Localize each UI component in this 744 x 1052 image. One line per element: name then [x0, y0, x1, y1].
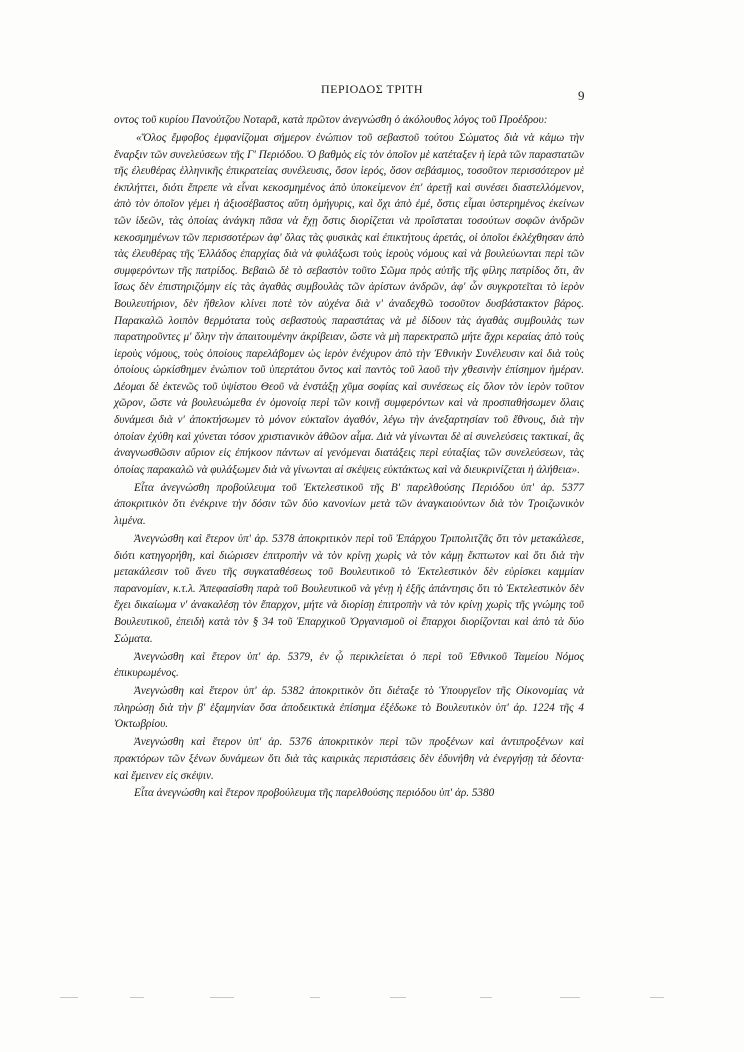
- paragraph-5380: Εἶτα ἀνεγνώσθη καὶ ἕτερον προβούλευμα τῆς παρελθούσης περιόδου ὑπ' ἀρ. 5380: [134, 787, 495, 800]
- paragraph-president-speech: «Ὅλος ἔμφοβος ἐμφανίζομαι σήμερον ἐνώπιον τοῦ σεβαστοῦ τούτου Σώματος διὰ νὰ κάμω τὴν ἔναρξιν τῶν συνελεύσεων τῆς Γ' Περιόδου. Ὁ βαθμὸς εἰς τὸν ὁποῖον μὲ κατέταξεν ἡ ἱερὰ τῶν παραστατῶν τῆς ἐλευθέρας ἑλληνικῆς ἐπικρατείας συνέλευσις, ὅσον ἱερός, ὅσον σεβάσμιος, τοσοῦτον περισσότερον μὲ ἐκπλήττει, διότι ἔπρεπε νὰ εἶναι κεκοσμημένος ἀπὸ ὑποκείμενον ἐπ' ἀρετῇ καὶ συνέσει διαστελλόμενον, ἀπὸ τὸν ὁποῖον γέμει ἡ ἀξιοσέβαστος αὕτη ὁμήγυρις, καὶ ὄχι ἀπὸ ἐμέ, ὅστις εἶμαι ὑστερημένος ἐκείνων τῶν ἰδεῶν, τὰς ὁποίας ἀνάγκη πᾶσα νὰ ἔχῃ ὅστις διορίζεται νὰ προΐσταται τοσούτων σοφῶν ἀνδρῶν κεκοσμημένων τῶν περισσοτέρων ἀφ' ὅλας τὰς φυσικὰς καὶ ἐπικτήτους ἀρετάς, οἱ ὁποῖοι ἐκλέχθησαν ἀπὸ τὰς ἐλευθέρας τῆς Ἑλλάδος ἐπαρχίας διὰ νὰ φυλάξωσι τοὺς ἱεροὺς νόμους καὶ νὰ βουλεύωνται περὶ τῶν συμφερόντων τῆς πατρίδος. Βεβαιῶ δὲ τὸ σεβαστὸν τοῦτο Σῶμα πρὸς αὐτῆς τῆς φίλης πατρίδος ὅτι, ἂν ἴσως δὲν ἐπιστηριζόμην εἰς τὰς ἀγαθὰς συμβουλὰς τῶν ἀρίστων ἀνδρῶν, ἀφ' ὧν συγκροτεῖται τὸ ἱερὸν Βουλευτήριον, δὲν ἤθελον κλίνει ποτὲ τὸν αὐχένα διὰ ν' ἀναδεχθῶ τοσοῦτον δυσβάστακτον βάρος. Παρακαλῶ λοιπὸν θερμότατα τοὺς σεβαστοὺς παραστάτας νὰ μὲ δίδουν τὰς ἀγαθὰς συμβουλὰς των παρατηροῦντες μ' ὅλην τὴν ἀπαιτουμένην ἀκρίβειαν, ὥστε νὰ μὴ παρεκτραπῶ μήτε ἄχρι κεραίας ἀπὸ τοὺς ἱεροὺς νόμους, τοὺς ὁποίους παρελάβομεν ὡς ἱερὸν ἐνέχυρον ἀπὸ τὴν Ἐθνικὴν Συνέλευσιν καὶ διὰ τοὺς ὁποίους ὡρκίσθημεν ἐνώπιον τοῦ ὑπερτάτου ὄντος καὶ παντὸς τοῦ λαοῦ τὴν χθεσινὴν ἐπίσημον ἡμέραν. Δέομαι δὲ ἐκτενῶς τοῦ ὑψίστου Θεοῦ νὰ ἐνστάξῃ χῦμα σοφίας καὶ συνέσεως εἰς ὅλον τὸν ἱερὸν τοῦτον χῶρον, ὥστε νὰ βουλευώμεθα ἐν ὁμονοίᾳ περὶ τῶν κοινῇ συμφερόντων καὶ νὰ προσπαθήσωμεν ὅλαις δυνάμεσι διὰ ν' ἀποκτήσωμεν τὸ μόνον εὐκταῖον ἀγαθόν, λέγω τὴν ἀνεξαρτησίαν τοῦ ἔθνους, διὰ τὴν ὁποίαν ἐχύθη καὶ χύνεται τόσον χριστιανικὸν ἀθῶον αἷμα. Διὰ νὰ γίνωνται δὲ αἱ συνελεύσεις τακτικαί, ἂς ἀναγνωσθῶσιν αὔριον εἰς ἐπήκοον πάντων αἱ γενόμεναι διατάξεις περὶ εὐταξίας τῶν συνελεύσεων, τὰς ὁποίας παρακαλῶ νὰ φυλάξωμεν διὰ νὰ γίνωνται αἱ σκέψεις εὐκτάκτως καὶ νὰ διευκρινίζεται ἡ ἀλήθεια».: [114, 131, 584, 476]
- body-text: [114, 112, 584, 803]
- paragraph-continuation: οντος τοῦ κυρίου Πανούτζου Νοταρᾶ, κατὰ πρῶτον ἀνεγνώσθη ὁ ἀκόλουθος λόγος τοῦ Προέδρου:: [114, 114, 548, 126]
- page-number: 9: [578, 88, 585, 103]
- paragraph-5377: Εἶτα ἀνεγνώσθη προβούλευμα τοῦ Ἐκτελεστικοῦ τῆς Β' παρελθούσης Περιόδου ὑπ' ἀρ. 5377 ἀποκριτικὸν ὅτι ἐνέκρινε τὴν δόσιν τῶν δύο κανονίων μετὰ τῶν ἀναγκαιούντων διὰ τὸν Τροιζωνικὸν λιμένα.: [114, 481, 584, 528]
- scan-edge-marks: [60, 997, 680, 1001]
- running-head: ΠΕΡΙΟΔΟΣ ΤΡΙΤΗ: [321, 82, 423, 96]
- paragraph-5379: Ἀνεγνώσθη καὶ ἕτερον ὑπ' ἀρ. 5379, ἐν ᾧ περικλείεται ὁ περὶ τοῦ Ἐθνικοῦ Ταμείου Νόμος ἐπικυρωμένος.: [114, 650, 584, 680]
- paragraph-5376: Ἀνεγνώσθη καὶ ἕτερον ὑπ' ἀρ. 5376 ἀποκριτικὸν περὶ τῶν προξένων καὶ ἀντιπροξένων καὶ πρακτόρων τῶν ξένων δυνάμεων ὅτι διὰ τὰς καιρικὰς περιστάσεις δὲν ἐδυνήθη νὰ ἐνεργήσῃ τὰ δέοντα· καὶ ἔμεινεν εἰς σκέψιν.: [114, 736, 584, 782]
- paragraph-5382: Ἀνεγνώσθη καὶ ἕτερον ὑπ' ἀρ. 5382 ἀποκριτικὸν ὅτι διέταξε τὸ Ὑπουργεῖον τῆς Οἰκονομίας νὰ πληρώσῃ διὰ τὴν β' ἑξαμηνίαν ὅσα ἀποδεικτικὰ ἐπίσημα ἐξέδωκε τὸ Βουλευτικὸν ὑπ' ἀρ. 1224 τῆς 4 Ὀκτωβρίου.: [114, 685, 584, 731]
- paragraph-5378: Ἀνεγνώσθη καὶ ἕτερον ὑπ' ἀρ. 5378 ἀποκριτικὸν περὶ τοῦ Ἐπάρχου Τριπολιτζᾶς ὅτι τὸν μετακάλεσε, διότι κατηγορήθη, καὶ διώρισεν ἐπιτροπὴν νὰ τὸν κρίνῃ χωρὶς νὰ τὸν κάμῃ ἔκπτωτον καὶ ὅτι διὰ τὴν μετακάλεσιν τοῦ ἄνευ τῆς συγκαταθέσεως τοῦ Βουλευτικοῦ τὸ Ἐκτελεστικὸν δὲν εὑρίσκει καμμίαν παρανομίαν, κ.τ.λ. Ἀπεφασίσθη παρὰ τοῦ Βουλευτικοῦ νὰ γένῃ ἡ ἑξῆς ἀπάντησις ὅτι τὸ Ἐκτελεστικὸν δὲν ἔχει δικαίωμα ν' ἀνακαλέσῃ τὸν ἔπαρχον, μήτε νὰ διορίσῃ ἐπιτροπὴν νὰ τὸν κρίνῃ χωρὶς τῆς γνώμης τοῦ Βουλευτικοῦ, ἐπειδὴ κατὰ τὸν § 34 τοῦ Ἐπαρχικοῦ Ὀργανισμοῦ οἱ ἔπαρχοι διορίζονται καὶ ἀπὸ τὰ δύο Σώματα.: [114, 533, 584, 645]
